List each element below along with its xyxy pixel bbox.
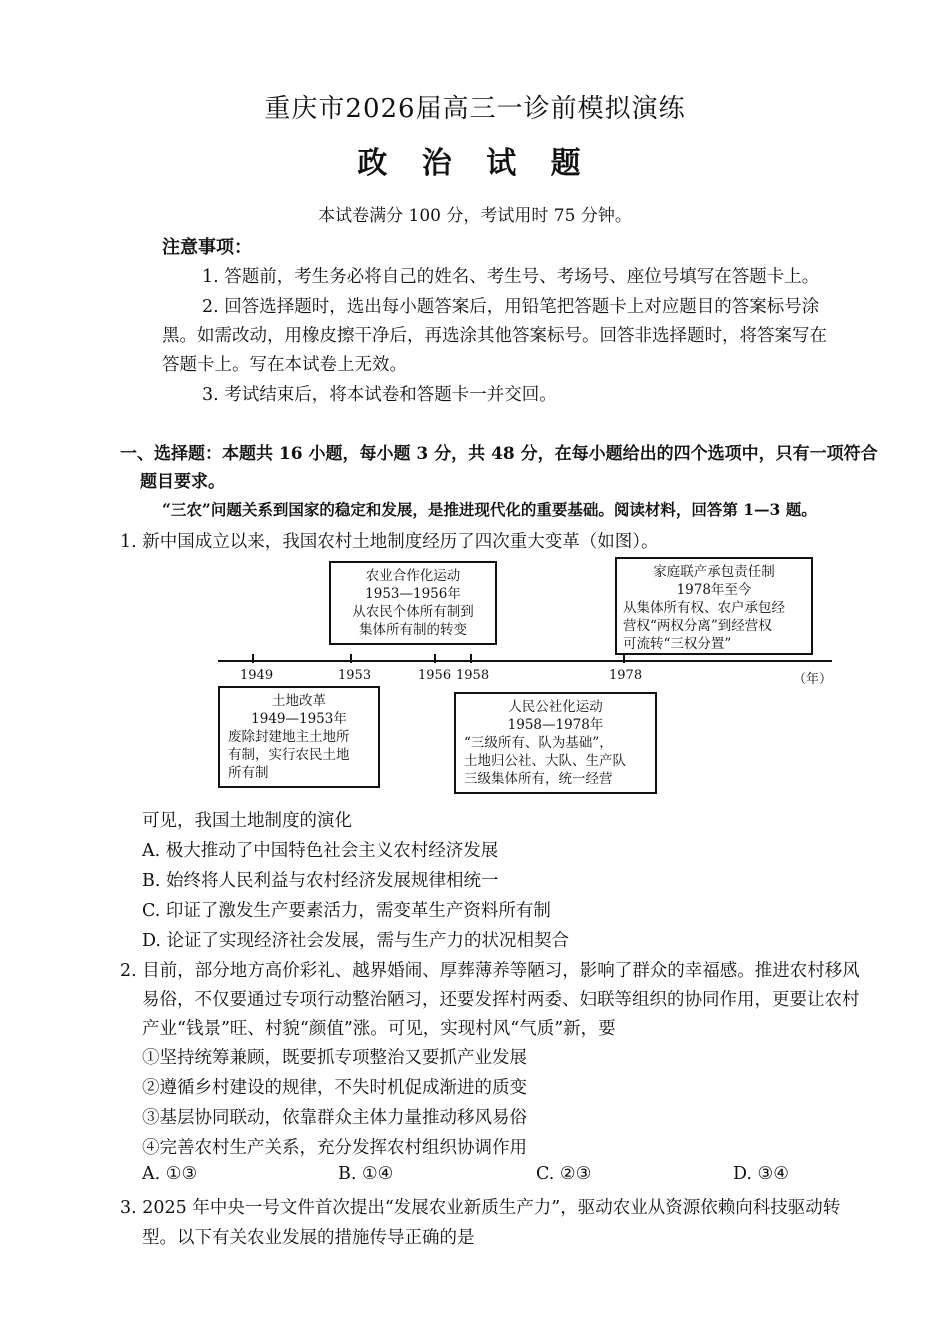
box-commune-desc-2: 土地归公社、大队、生产队: [464, 753, 626, 769]
q2-stem-line-3: 产业“钱景”旺、村貌“颜值”涨。可见，实现村风“气质”新，要: [142, 1019, 616, 1039]
box-coop-title: 农业合作化运动: [365, 568, 461, 584]
timeline-box-land: [218, 686, 380, 788]
section1-header-line2: 题目要求。: [140, 472, 225, 492]
tick-1956: [434, 654, 436, 663]
notice-line-2: 2. 回答选择题时，选出每小题答案后，用铅笔把答题卡上对应题目的答案标号涂: [202, 297, 820, 317]
box-household-desc-1: 从集体所有权、农户承包经: [623, 600, 785, 616]
box-household-desc-2: 营权“两权分离”到经营权: [623, 618, 772, 634]
q1-option-d: D. 论证了实现经济社会发展，需与生产力的状况相契合: [142, 931, 570, 951]
box-household-years: 1978年至今: [676, 582, 752, 598]
q2-statement-2: ②遵循乡村建设的规律，不失时机促成渐进的质变: [142, 1078, 527, 1098]
box-coop-desc-1: 从农民个体所有制到: [352, 604, 474, 620]
year-1958: 1958: [456, 668, 490, 683]
tick-1958: [470, 654, 472, 663]
q2-option-b: B. ①④: [338, 1164, 394, 1184]
notice-line-5: 3. 考试结束后，将本试卷和答题卡一并交回。: [202, 385, 557, 405]
q1-option-a: A. 极大推动了中国特色社会主义农村经济发展: [142, 841, 499, 861]
q1-option-c: C. 印证了激发生产要素活力，需变革生产资料所有制: [142, 901, 551, 921]
q1-prompt: 可见，我国土地制度的演化: [142, 811, 352, 831]
section1-header-line1: 一、选择题：本题共 16 小题，每小题 3 分，共 48 分，在每小题给出的四个选项中，只有一项符合: [120, 444, 878, 464]
tick-1953: [350, 654, 352, 663]
box-commune-desc-3: 三级集体所有，统一经营: [464, 771, 613, 787]
q1-stem: 1. 新中国成立以来，我国农村土地制度经历了四次重大变革（如图）。: [120, 532, 659, 552]
box-household-desc-3: 可流转“三权分置”: [623, 636, 732, 652]
tick-1978: [623, 654, 625, 663]
q2-statement-4: ④完善农村生产关系，充分发挥农村组织协调作用: [142, 1138, 527, 1158]
timeline-axis: [218, 660, 832, 662]
notice-line-3: 黑。如需改动，用橡皮擦干净后，再选涂其他答案标号。回答非选择题时，将答案写在: [162, 326, 827, 346]
q2-stem-line-1: 2. 目前，部分地方高价彩礼、越界婚闹、厚葬薄养等陋习，影响了群众的幸福感。推进农村移风: [120, 961, 860, 981]
box-commune-title: 人民公社化运动: [508, 699, 603, 715]
section1-context: “三农”问题关系到国家的稳定和发展，是推进现代化的重要基础。阅读材料，回答第 1—3 题。: [162, 500, 817, 519]
notice-line-4: 答题卡上。写在本试卷上无效。: [162, 355, 407, 375]
box-coop-desc-2: 集体所有制的转变: [359, 622, 467, 638]
q2-option-a: A. ①③: [142, 1164, 198, 1184]
box-land-desc-3: 所有制: [228, 765, 269, 781]
tick-1949: [252, 654, 254, 663]
box-land-desc-2: 有制，实行农民土地: [228, 747, 350, 763]
box-commune-desc-1: “三级所有、队为基础”，: [464, 735, 613, 751]
box-land-desc-1: 废除封建地主土地所: [228, 729, 350, 745]
box-land-years: 1949—1953年: [251, 711, 347, 727]
exam-title: 重庆市2026届高三一诊前模拟演练: [264, 94, 686, 124]
year-1978: 1978: [609, 668, 643, 683]
box-coop-years: 1953—1956年: [365, 586, 461, 602]
year-1949: 1949: [240, 668, 274, 683]
q2-statement-1: ①坚持统筹兼顾，既要抓专项整治又要抓产业发展: [142, 1048, 527, 1068]
q3-stem-line-2: 型。以下有关农业发展的措施传导正确的是: [142, 1228, 475, 1248]
year-1953: 1953: [338, 668, 372, 683]
box-household-title: 家庭联产承包责任制: [653, 564, 775, 580]
box-commune-years: 1958—1978年: [507, 717, 604, 733]
q2-stem-line-2: 易俗，不仅要通过专项行动整治陋习，还要发挥村两委、妇联等组织的协同作用，更要让农村: [142, 990, 860, 1010]
q2-option-d: D. ③④: [733, 1164, 789, 1184]
year-unit: （年）: [793, 672, 833, 687]
timeline-box-commune: [454, 692, 657, 794]
year-1956: 1956: [418, 668, 452, 683]
q3-stem-line-1: 3. 2025 年中央一号文件首次提出“发展农业新质生产力”，驱动农业从资源依赖向科技驱动转: [120, 1198, 841, 1218]
timeline-box-coop: [329, 561, 497, 645]
notice-line-1: 1. 答题前，考生务必将自己的姓名、考生号、考场号、座位号填写在答题卡上。: [202, 267, 820, 287]
q2-option-c: C. ②③: [536, 1164, 592, 1184]
q2-statement-3: ③基层协同联动，依靠群众主体力量推动移风易俗: [142, 1108, 527, 1128]
exam-intro: 本试卷满分 100 分，考试用时 75 分钟。: [318, 206, 632, 226]
subject-title: 政 治 试 题: [357, 146, 593, 181]
timeline-box-household: [615, 557, 813, 655]
q1-option-b: B. 始终将人民利益与农村经济发展规律相统一: [142, 871, 499, 891]
notice-heading: 注意事项：: [162, 237, 252, 258]
box-land-title: 土地改革: [272, 693, 326, 709]
